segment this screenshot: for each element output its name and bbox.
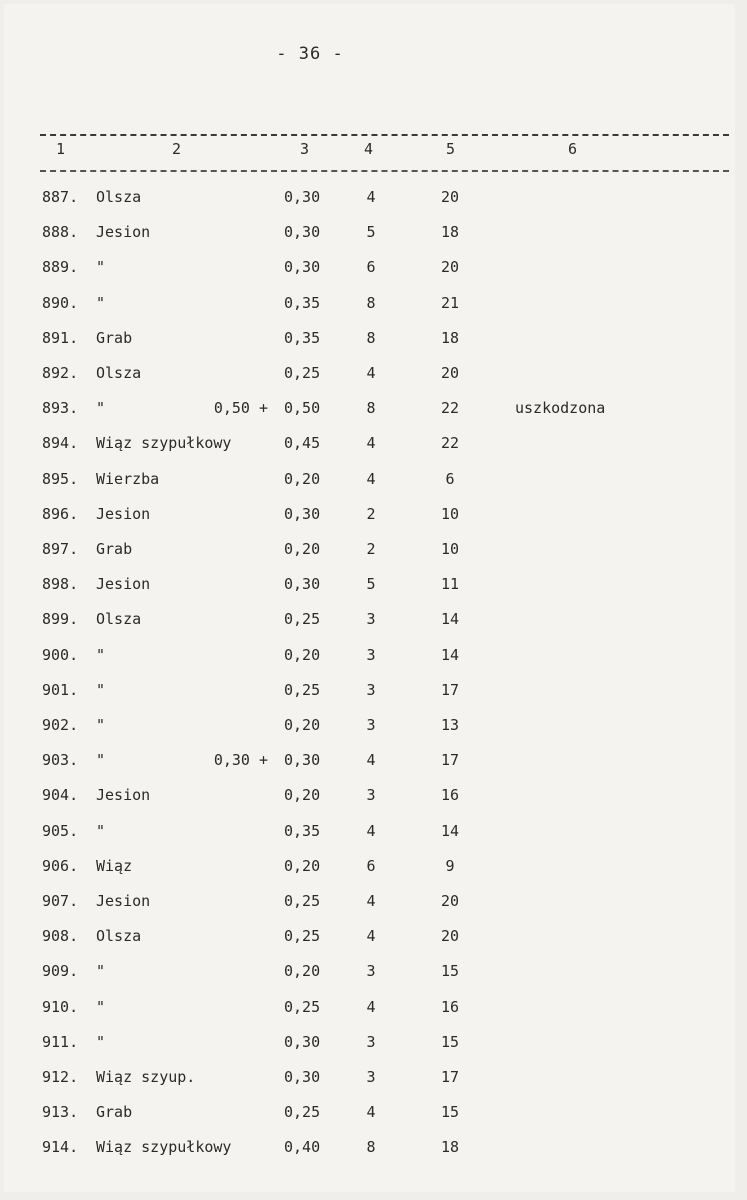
diameter-value: 0,25 bbox=[284, 610, 321, 629]
table-row bbox=[0, 998, 747, 1024]
table-row bbox=[0, 223, 747, 249]
row-number: 895. bbox=[42, 469, 79, 488]
table-header-rule bbox=[40, 170, 729, 172]
table-row bbox=[0, 962, 747, 988]
species-name: Jesion bbox=[96, 504, 151, 523]
height-value: 4 bbox=[366, 469, 376, 488]
table-row bbox=[0, 188, 747, 214]
table-row bbox=[0, 470, 747, 496]
remark: uszkodzona bbox=[515, 399, 606, 418]
species-name: " bbox=[96, 962, 106, 981]
table-row bbox=[0, 575, 747, 601]
row-number: 894. bbox=[42, 434, 79, 453]
diameter-value: 0,20 bbox=[284, 645, 321, 664]
diameter-value: 0,35 bbox=[284, 821, 321, 840]
age-value: 9 bbox=[445, 856, 455, 875]
height-value: 6 bbox=[366, 258, 376, 277]
row-number: 905. bbox=[42, 821, 79, 840]
species-name: Wierzba bbox=[96, 469, 160, 488]
diameter-value: 0,20 bbox=[284, 469, 321, 488]
age-value: 17 bbox=[440, 1068, 460, 1086]
column-header-1: 1 bbox=[56, 140, 66, 158]
diameter-value: 0,25 bbox=[284, 1103, 321, 1122]
diameter-value: 0,30 bbox=[284, 575, 321, 594]
height-value: 8 bbox=[366, 293, 376, 312]
table-row bbox=[0, 822, 747, 848]
diameter-value: 0,20 bbox=[284, 716, 321, 734]
row-number: 896. bbox=[42, 504, 79, 523]
height-value: 3 bbox=[366, 716, 376, 734]
species-name: Grab bbox=[96, 540, 133, 558]
height-value: 4 bbox=[366, 1103, 376, 1122]
age-value: 10 bbox=[440, 540, 460, 558]
extra-diameter: 0,50 + bbox=[213, 399, 268, 418]
height-value: 4 bbox=[366, 751, 376, 770]
age-value: 18 bbox=[440, 1138, 460, 1157]
page-number: - 36 - bbox=[276, 44, 344, 64]
table-row bbox=[0, 857, 747, 883]
species-name: " bbox=[96, 1032, 106, 1051]
height-value: 6 bbox=[366, 856, 376, 875]
age-value: 20 bbox=[440, 188, 460, 206]
height-value: 3 bbox=[366, 645, 376, 664]
table-row bbox=[0, 681, 747, 707]
table-row bbox=[0, 646, 747, 672]
species-name: Olsza bbox=[96, 927, 142, 946]
column-header-2: 2 bbox=[172, 140, 182, 158]
row-number: 914. bbox=[42, 1138, 79, 1157]
species-name: Jesion bbox=[96, 223, 151, 242]
height-value: 3 bbox=[366, 962, 376, 981]
age-value: 18 bbox=[440, 223, 460, 242]
diameter-value: 0,30 bbox=[284, 258, 321, 277]
height-value: 2 bbox=[366, 540, 376, 558]
table-row bbox=[0, 399, 747, 425]
row-number: 897. bbox=[42, 540, 79, 558]
table-row bbox=[0, 434, 747, 460]
table-row bbox=[0, 1068, 747, 1094]
age-value: 14 bbox=[440, 610, 460, 629]
species-name: Grab bbox=[96, 1103, 133, 1122]
diameter-value: 0,20 bbox=[284, 962, 321, 981]
species-name: Wiąz szypułkowy bbox=[96, 1138, 232, 1157]
column-header-3: 3 bbox=[300, 140, 310, 158]
table-row bbox=[0, 716, 747, 742]
table-row bbox=[0, 294, 747, 320]
extra-diameter: 0,30 + bbox=[213, 751, 268, 770]
diameter-value: 0,30 bbox=[284, 188, 321, 206]
age-value: 15 bbox=[440, 962, 460, 981]
row-number: 904. bbox=[42, 786, 79, 805]
height-value: 3 bbox=[366, 680, 376, 699]
row-number: 893. bbox=[42, 399, 79, 418]
table-row bbox=[0, 258, 747, 284]
species-name: Olsza bbox=[96, 364, 142, 382]
age-value: 10 bbox=[440, 504, 460, 523]
diameter-value: 0,25 bbox=[284, 364, 321, 382]
diameter-value: 0,20 bbox=[284, 856, 321, 875]
diameter-value: 0,30 bbox=[284, 1068, 321, 1086]
diameter-value: 0,25 bbox=[284, 892, 321, 910]
row-number: 902. bbox=[42, 716, 79, 734]
species-name: Wiąz szyup. bbox=[96, 1068, 196, 1086]
column-header-6: 6 bbox=[568, 140, 578, 158]
row-number: 911. bbox=[42, 1032, 79, 1051]
age-value: 14 bbox=[440, 821, 460, 840]
height-value: 3 bbox=[366, 1068, 376, 1086]
age-value: 22 bbox=[440, 434, 460, 453]
species-name: " bbox=[96, 258, 106, 277]
table-row bbox=[0, 1033, 747, 1059]
height-value: 8 bbox=[366, 328, 376, 347]
diameter-value: 0,25 bbox=[284, 927, 321, 946]
row-number: 889. bbox=[42, 258, 79, 277]
species-name: Olsza bbox=[96, 610, 142, 629]
diameter-value: 0,40 bbox=[284, 1138, 321, 1157]
age-value: 6 bbox=[445, 469, 455, 488]
species-name: Jesion bbox=[96, 786, 151, 805]
age-value: 11 bbox=[440, 575, 460, 594]
height-value: 4 bbox=[366, 364, 376, 382]
species-name: " bbox=[96, 751, 106, 770]
table-row bbox=[0, 927, 747, 953]
table-row bbox=[0, 1138, 747, 1164]
age-value: 16 bbox=[440, 786, 460, 805]
age-value: 22 bbox=[440, 399, 460, 418]
diameter-value: 0,30 bbox=[284, 1032, 321, 1051]
height-value: 4 bbox=[366, 188, 376, 206]
height-value: 4 bbox=[366, 892, 376, 910]
column-header-5: 5 bbox=[446, 140, 456, 158]
diameter-value: 0,50 bbox=[284, 399, 321, 418]
diameter-value: 0,25 bbox=[284, 997, 321, 1016]
table-row bbox=[0, 329, 747, 355]
species-name: " bbox=[96, 680, 106, 699]
table-row bbox=[0, 540, 747, 566]
row-number: 887. bbox=[42, 188, 79, 206]
height-value: 2 bbox=[366, 504, 376, 523]
height-value: 5 bbox=[366, 575, 376, 594]
row-number: 901. bbox=[42, 680, 79, 699]
height-value: 3 bbox=[366, 610, 376, 629]
row-number: 913. bbox=[42, 1103, 79, 1122]
species-name: Wiąz szypułkowy bbox=[96, 434, 232, 453]
age-value: 17 bbox=[440, 751, 460, 770]
diameter-value: 0,20 bbox=[284, 540, 321, 558]
diameter-value: 0,25 bbox=[284, 680, 321, 699]
height-value: 5 bbox=[366, 223, 376, 242]
table-row bbox=[0, 505, 747, 531]
species-name: " bbox=[96, 293, 106, 312]
height-value: 4 bbox=[366, 927, 376, 946]
row-number: 910. bbox=[42, 997, 79, 1016]
table-row bbox=[0, 786, 747, 812]
species-name: " bbox=[96, 399, 106, 418]
table-row bbox=[0, 1103, 747, 1129]
age-value: 14 bbox=[440, 645, 460, 664]
row-number: 890. bbox=[42, 293, 79, 312]
diameter-value: 0,20 bbox=[284, 786, 321, 805]
row-number: 908. bbox=[42, 927, 79, 946]
row-number: 906. bbox=[42, 856, 79, 875]
row-number: 907. bbox=[42, 892, 79, 910]
diameter-value: 0,35 bbox=[284, 293, 321, 312]
species-name: Wiąz bbox=[96, 856, 133, 875]
age-value: 13 bbox=[440, 716, 460, 734]
table-row bbox=[0, 364, 747, 390]
age-value: 21 bbox=[440, 293, 460, 312]
species-name: " bbox=[96, 821, 106, 840]
row-number: 888. bbox=[42, 223, 79, 242]
species-name: Jesion bbox=[96, 892, 151, 910]
age-value: 17 bbox=[440, 680, 460, 699]
row-number: 900. bbox=[42, 645, 79, 664]
table-row bbox=[0, 610, 747, 636]
age-value: 15 bbox=[440, 1103, 460, 1122]
row-number: 892. bbox=[42, 364, 79, 382]
row-number: 912. bbox=[42, 1068, 79, 1086]
age-value: 20 bbox=[440, 892, 460, 910]
table-row bbox=[0, 892, 747, 918]
height-value: 8 bbox=[366, 399, 376, 418]
height-value: 4 bbox=[366, 434, 376, 453]
age-value: 20 bbox=[440, 927, 460, 946]
row-number: 909. bbox=[42, 962, 79, 981]
species-name: " bbox=[96, 645, 106, 664]
diameter-value: 0,30 bbox=[284, 504, 321, 523]
row-number: 898. bbox=[42, 575, 79, 594]
row-number: 891. bbox=[42, 328, 79, 347]
height-value: 3 bbox=[366, 786, 376, 805]
height-value: 3 bbox=[366, 1032, 376, 1051]
diameter-value: 0,30 bbox=[284, 751, 321, 770]
row-number: 899. bbox=[42, 610, 79, 629]
diameter-value: 0,30 bbox=[284, 223, 321, 242]
species-name: Grab bbox=[96, 328, 133, 347]
age-value: 15 bbox=[440, 1032, 460, 1051]
species-name: Olsza bbox=[96, 188, 142, 206]
diameter-value: 0,35 bbox=[284, 328, 321, 347]
table-top-rule bbox=[40, 134, 729, 136]
species-name: Jesion bbox=[96, 575, 151, 594]
height-value: 8 bbox=[366, 1138, 376, 1157]
age-value: 20 bbox=[440, 258, 460, 277]
table-row bbox=[0, 751, 747, 777]
column-header-4: 4 bbox=[364, 140, 374, 158]
height-value: 4 bbox=[366, 821, 376, 840]
age-value: 20 bbox=[440, 364, 460, 382]
height-value: 4 bbox=[366, 997, 376, 1016]
diameter-value: 0,45 bbox=[284, 434, 321, 453]
species-name: " bbox=[96, 716, 106, 734]
age-value: 16 bbox=[440, 997, 460, 1016]
age-value: 18 bbox=[440, 328, 460, 347]
row-number: 903. bbox=[42, 751, 79, 770]
species-name: " bbox=[96, 997, 106, 1016]
